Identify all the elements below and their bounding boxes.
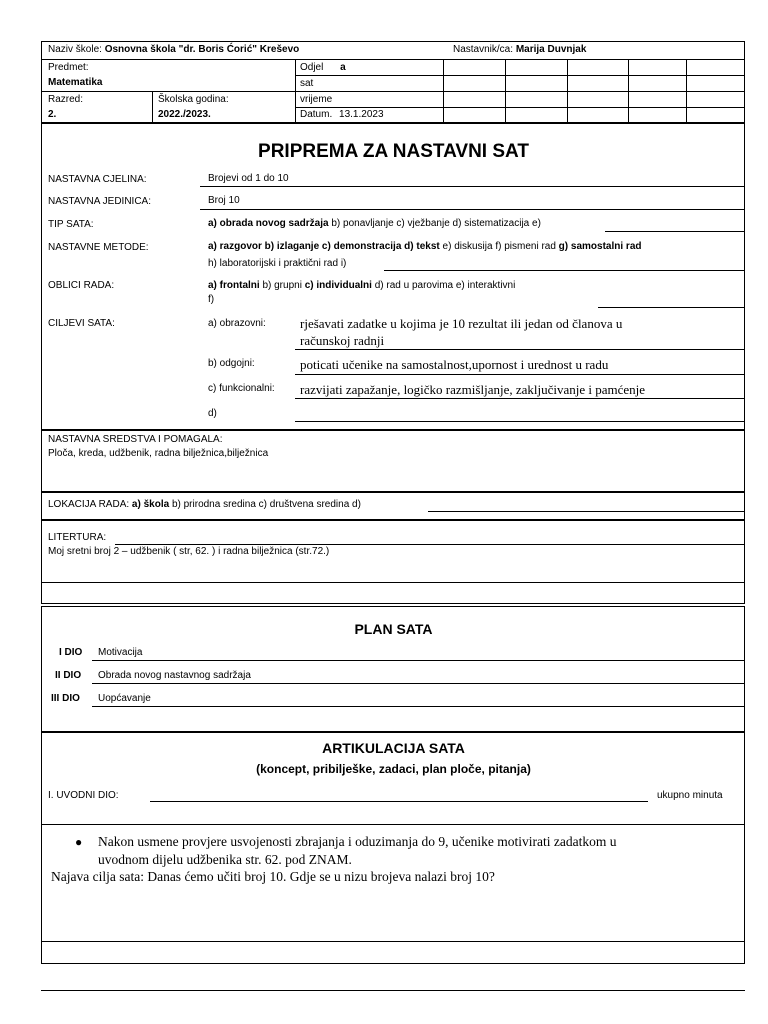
teacher-name: Marija Duvnjak xyxy=(515,44,587,55)
cjelina-underline xyxy=(200,186,745,187)
tip-option-rest: b) ponavljanje c) vježbanje d) sistematizacija e) xyxy=(328,218,541,229)
funkcionalni-underline xyxy=(295,398,745,399)
plan-item-underline xyxy=(92,683,745,684)
metode-options xyxy=(208,241,641,252)
ciljevi-d-label: d) xyxy=(208,408,217,419)
plan-item-label: III DIO xyxy=(51,693,80,704)
date-value: 13.1.2023 xyxy=(339,109,384,120)
oblici-grupni: b) grupni xyxy=(259,280,302,291)
ciljevi-d-underline xyxy=(295,421,745,422)
oblici-options xyxy=(208,280,515,291)
odjel-field xyxy=(300,62,346,73)
oblici-individualni: c) individualni xyxy=(301,280,372,291)
bullet-line1: Nakon usmene provjere usvojenosti zbrajanja i oduzimanja do 9, učenike motivirati zadatkom u xyxy=(98,834,617,849)
artikulacija-bottom-divider xyxy=(41,941,745,942)
tip-label: TIP SATA: xyxy=(48,219,94,230)
page-footer-rule xyxy=(41,990,745,991)
oblici-label: OBLICI RADA: xyxy=(48,280,115,291)
plan-item-label: II DIO xyxy=(55,670,82,681)
year-value: 2022./2023. xyxy=(158,109,211,120)
plan-item-value: Motivacija xyxy=(98,647,143,658)
grade-label: Razred: xyxy=(48,94,84,105)
plan-title: PLAN SATA xyxy=(354,621,433,637)
funkcionalni-label: c) funkcionalni: xyxy=(208,383,275,394)
jedinica-label: NASTAVNA JEDINICA: xyxy=(48,196,151,207)
year-label: Školska godina: xyxy=(158,94,229,105)
lokacija-line xyxy=(48,499,361,510)
school-name: Osnovna škola "dr. Boris Ćorić" Kreševo xyxy=(104,44,300,55)
minute-label: ukupno minuta xyxy=(657,790,723,801)
lokacija-label: LOKACIJA RADA: xyxy=(48,499,130,510)
tip-underline xyxy=(605,231,745,232)
cjelina-label: NASTAVNA CJELINA: xyxy=(48,174,147,185)
najava-text: Najava cilja sata: Danas ćemo učiti broj 10. Gdje se u nizu brojeva nalazi broj 10? xyxy=(51,869,495,884)
teacher-field xyxy=(453,44,586,55)
odgojni-label: b) odgojni: xyxy=(208,358,255,369)
obrazovni-label: a) obrazovni: xyxy=(208,318,266,329)
oblici-f: f) xyxy=(208,294,215,305)
plan-item-underline xyxy=(92,660,745,661)
literatura-section xyxy=(41,520,745,604)
tip-option-obrada: a) obrada novog sadržaja xyxy=(208,218,329,229)
metode-label: NASTAVNE METODE: xyxy=(48,242,149,253)
date-field xyxy=(300,109,384,120)
odjel-value: a xyxy=(340,62,346,73)
prep-title: PRIPREMA ZA NASTAVNI SAT xyxy=(258,141,529,162)
literatura-underline xyxy=(115,544,745,545)
metode-razgovor: a) razgovor xyxy=(208,241,262,252)
teacher-label: Nastavnik/ca: xyxy=(453,44,514,55)
metode-underline xyxy=(384,270,745,271)
jedinica-underline xyxy=(200,209,745,210)
metode-other: e) diskusija f) pismeni rad xyxy=(439,241,556,252)
literatura-label: LITERTURA: xyxy=(48,532,107,543)
uvodni-underline xyxy=(150,801,648,802)
metode-tekst: d) tekst xyxy=(401,241,440,252)
odgojni-underline xyxy=(295,374,745,375)
cjelina-value: Brojevi od 1 do 10 xyxy=(208,173,289,184)
tip-options xyxy=(208,218,541,229)
vrijeme-label: vrijeme xyxy=(300,94,333,105)
sredstva-label: NASTAVNA SREDSTVA I POMAGALA: xyxy=(48,434,223,445)
plan-item-underline xyxy=(92,706,745,707)
lokacija-skola: a) škola xyxy=(131,499,170,510)
literatura-divider xyxy=(41,582,745,583)
plan-item-value: Uopćavanje xyxy=(98,693,151,704)
bullet-line2: uvodnom dijelu udžbenika str. 62. pod ZNAM. xyxy=(98,852,352,867)
metode-line2: h) laboratorijski i praktični rad i) xyxy=(208,258,347,269)
bullet-icon: ● xyxy=(75,835,83,849)
metode-izlaganje: b) izlaganje xyxy=(261,241,320,252)
artikulacija-title: ARTIKULACIJA SATA xyxy=(322,740,465,756)
grade-value: 2. xyxy=(48,109,57,120)
date-label: Datum. xyxy=(300,109,333,120)
oblici-rest: d) rad u parovima e) interaktivni xyxy=(371,280,516,291)
metode-demonstracija: c) demonstracija xyxy=(319,241,402,252)
obrazovni-line1: rješavati zadatke u kojima je 10 rezultat ili jedan od članova u xyxy=(300,316,623,331)
uvodni-label: I. UVODNI DIO: xyxy=(48,790,119,801)
odgojni-value: poticati učenike na samostalnost,upornost i urednost u radu xyxy=(300,357,609,372)
funkcionalni-value: razvijati zapažanje, logičko razmišljanje, zaključivanje i pamćenje xyxy=(300,382,646,397)
artikulacija-subtitle: (koncept, pribilješke, zadaci, plan ploče, pitanja) xyxy=(256,762,531,776)
ciljevi-label: CILJEVI SATA: xyxy=(48,318,115,329)
odjel-label: Odjel xyxy=(300,62,324,73)
obrazovni-underline xyxy=(295,349,745,350)
sat-label: sat xyxy=(300,78,314,89)
school-field xyxy=(48,44,299,55)
lokacija-rest: b) prirodna sredina c) društvena sredina d) xyxy=(169,499,361,510)
sredstva-value: Ploča, kreda, udžbenik, radna bilježnica,bilježnica xyxy=(48,448,269,459)
artikulacija-divider xyxy=(41,824,745,825)
oblici-underline xyxy=(598,307,745,308)
lokacija-underline xyxy=(428,511,745,512)
plan-item-value: Obrada novog nastavnog sadržaja xyxy=(98,670,251,681)
literatura-value: Moj sretni broj 2 – udžbenik ( str, 62. ) i radna bilježnica (str.72.) xyxy=(48,546,330,557)
plan-item-label: I DIO xyxy=(59,647,83,658)
school-label: Naziv škole: xyxy=(48,44,102,55)
oblici-frontalni: a) frontalni xyxy=(208,280,260,291)
obrazovni-line2: računskoj radnji xyxy=(300,333,385,348)
jedinica-value: Broj 10 xyxy=(208,195,240,206)
metode-samostalni: g) samostalni rad xyxy=(555,241,642,252)
subject-label: Predmet: xyxy=(48,62,89,73)
subject-value: Matematika xyxy=(48,77,103,88)
